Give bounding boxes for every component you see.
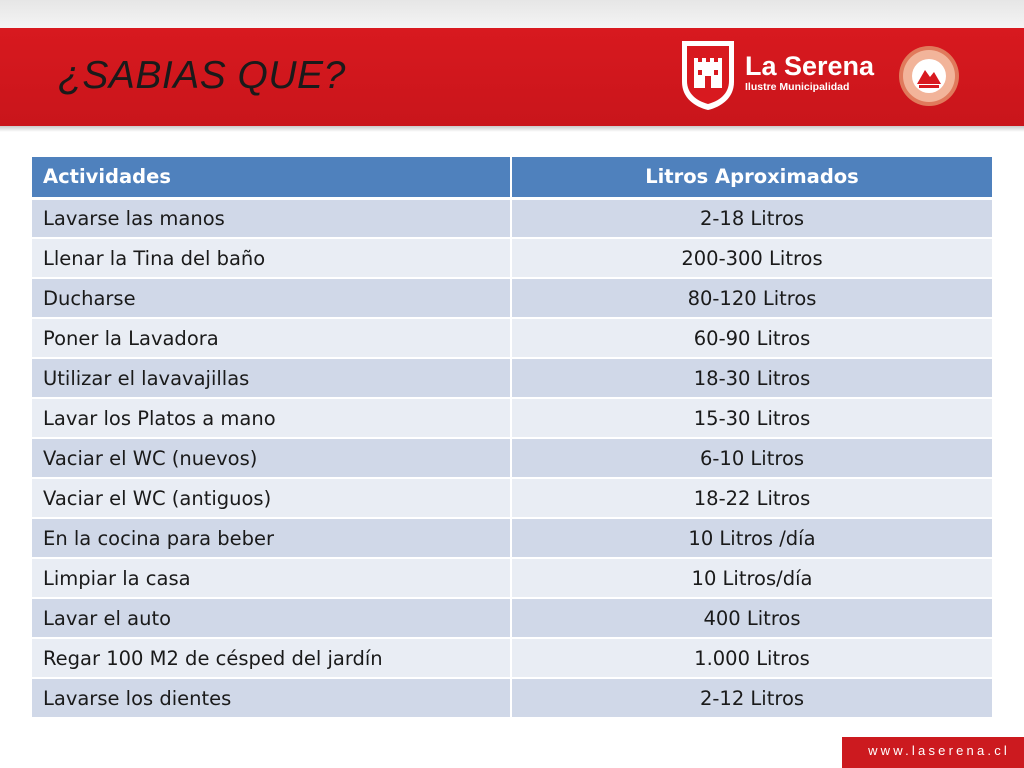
liters-cell: 6-10 Litros xyxy=(511,438,992,478)
liters-cell: 2-18 Litros xyxy=(511,198,992,238)
table-row xyxy=(32,518,992,558)
liters-cell: 15-30 Litros xyxy=(511,398,992,438)
table-row xyxy=(32,398,992,438)
logo-text xyxy=(745,52,874,94)
column-header-liters: Litros Aproximados xyxy=(511,157,992,198)
column-header-activities: Actividades xyxy=(32,157,511,198)
table-row xyxy=(32,638,992,678)
table-row xyxy=(32,238,992,278)
liters-cell: 10 Litros/día xyxy=(511,558,992,598)
top-strip xyxy=(0,0,1024,28)
table-row xyxy=(32,198,992,238)
water-usage-table xyxy=(32,157,992,719)
table-row xyxy=(32,478,992,518)
table-header-row xyxy=(32,157,992,198)
liters-cell: 200-300 Litros xyxy=(511,238,992,278)
activity-cell: Lavarse los dientes xyxy=(32,678,511,718)
table-row xyxy=(32,318,992,358)
footer-bar xyxy=(842,737,1024,768)
table-row xyxy=(32,358,992,398)
table-row xyxy=(32,438,992,478)
logo-name: La Serena xyxy=(745,51,875,81)
liters-cell: 1.000 Litros xyxy=(511,638,992,678)
activity-cell: Lavarse las manos xyxy=(32,198,511,238)
liters-cell: 60-90 Litros xyxy=(511,318,992,358)
activity-cell: Lavar los Platos a mano xyxy=(32,398,511,438)
liters-cell: 80-120 Litros xyxy=(511,278,992,318)
slide-title: ¿SABIAS QUE? xyxy=(58,54,346,97)
table-row xyxy=(32,558,992,598)
activity-cell: Utilizar el lavavajillas xyxy=(32,358,511,398)
activity-cell: Vaciar el WC (nuevos) xyxy=(32,438,511,478)
footer-url: www.laserena.cl xyxy=(868,743,1010,758)
table-row xyxy=(32,598,992,638)
activity-cell: Poner la Lavadora xyxy=(32,318,511,358)
municipal-seal-icon xyxy=(897,44,961,108)
table-row xyxy=(32,678,992,718)
activity-cell: En la cocina para beber xyxy=(32,518,511,558)
liters-cell: 18-30 Litros xyxy=(511,358,992,398)
activity-cell: Regar 100 M2 de césped del jardín xyxy=(32,638,511,678)
table-row xyxy=(32,278,992,318)
liters-cell: 2-12 Litros xyxy=(511,678,992,718)
activity-cell: Ducharse xyxy=(32,278,511,318)
logo-subtitle: Ilustre Municipalidad xyxy=(745,81,850,93)
liters-cell: 400 Litros xyxy=(511,598,992,638)
liters-cell: 10 Litros /día xyxy=(511,518,992,558)
activity-cell: Llenar la Tina del baño xyxy=(32,238,511,278)
activity-cell: Lavar el auto xyxy=(32,598,511,638)
castle-shield-icon xyxy=(679,38,737,112)
banner-shadow xyxy=(0,126,1024,132)
liters-cell: 18-22 Litros xyxy=(511,478,992,518)
activity-cell: Vaciar el WC (antiguos) xyxy=(32,478,511,518)
activity-cell: Limpiar la casa xyxy=(32,558,511,598)
